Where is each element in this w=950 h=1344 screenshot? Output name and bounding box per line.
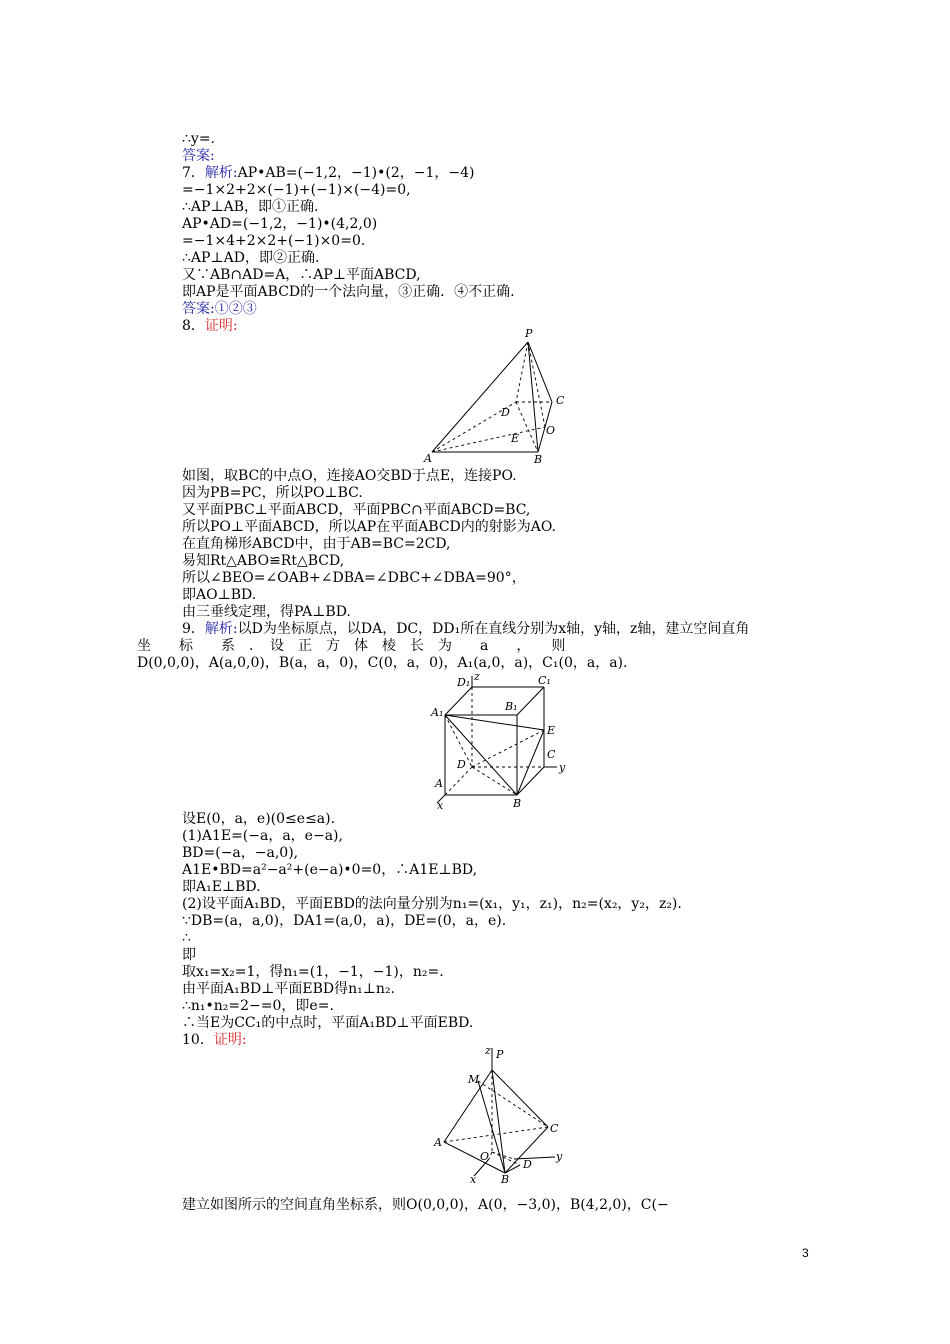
label-z: z [485,1044,491,1057]
text-line: 由平面A₁BD⊥平面EBD得n₁⊥n₂. [182,981,396,997]
text-line: 即AP是平面ABCD的一个法向量，③正确．④不正确. [182,284,515,300]
label-A1: A₁ [431,706,444,719]
label-x: x [437,799,444,810]
text-line: 易知Rt△ABO≌Rt△BCD, [182,553,345,569]
problem-8-line [182,317,238,335]
proof-label: 证明: [204,318,238,334]
label-C: C [547,748,556,761]
text-line: 取x₁=x₂=1，得n₁=(1，−1，−1)，n₂=. [182,964,444,980]
label-D: D [457,758,466,771]
label-y: y [556,1150,563,1163]
text-line: ∴n₁•n₂=2−=0，即e=. [182,998,334,1014]
text-line: =−1×4+2×2+(−1)×0=0. [182,233,366,249]
label-A: A [435,777,443,790]
label-P: P [496,1048,504,1061]
text-span: AP•AB=(−1,2，−1)•(2，−1，−4) [237,165,475,181]
label-B: B [501,1173,510,1184]
label-P: P [525,327,533,340]
analysis-label: 解析: [204,621,238,637]
text-line: 设E(0，a，e)(0≤e≤a). [182,811,336,827]
text-line: (2)设平面A₁BD，平面EBD的法向量分别为n₁=(x₁，y₁，z₁)，n₂=(x₂，y₂，z₂). [182,896,682,912]
label-B: B [513,797,522,810]
label-M: M [468,1073,480,1086]
label-C: C [556,394,565,407]
text-line: 由三垂线定理，得PA⊥BD. [182,604,351,620]
text-line: AP•AD=(−1,2，−1)•(4,2,0) [182,216,378,232]
label-z: z [474,670,480,683]
text-line: 如图，取BC的中点O，连接AO交BD于点E，连接PO. [182,468,517,484]
text-line: ∴AP⊥AD，即②正确. [182,250,320,266]
label-x: x [470,1173,477,1184]
text-line: (1)A1E=(−a，a，e−a), [182,828,343,844]
label-B1: B₁ [505,700,518,713]
label-A: A [424,452,432,465]
text-line: 建立如图所示的空间直角坐标系，则O(0,0,0)，A(0，−3,0)，B(4,2,0)，C(− [182,1197,669,1213]
text-line: D(0,0,0)，A(a,0,0)，B(a，a，0)，C(0，a，0)，A₁(a,0，a)，C₁(0，a，a). [137,655,628,671]
text-line: 即A₁E⊥BD. [182,879,261,895]
problem-number: 10． [182,1032,214,1048]
text-line: ∴当E为CC₁的中点时，平面A₁BD⊥平面EBD. [182,1015,474,1031]
analysis-label: 解析: [204,165,238,181]
tetrahedron-figure [430,1044,570,1188]
label-C: C [550,1122,559,1135]
problem-9-line [182,620,749,638]
text-line: 所以∠BEO=∠OAB+∠DBA=∠DBC+∠DBA=90°， [182,570,526,586]
text-line: ∴AP⊥AB，即①正确. [182,199,319,215]
label-E: E [511,432,520,445]
pyramid-figure [420,326,580,470]
label-C1: C₁ [538,674,551,687]
proof-label: 证明: [213,1032,247,1048]
label-O: O [546,424,556,437]
label-D1: D₁ [457,676,471,689]
cube-figure [425,670,575,814]
text-line: 因为PB=PC，所以PO⊥BC. [182,485,363,501]
text-line: ∵DB=(a，a,0)，DA1=(a,0，a)，DE=(0，a，e). [182,913,507,929]
page-number: 3 [802,1246,809,1260]
text-span: 以D为坐标原点，以DA，DC，DD₁所在直线分别为x轴，y轴，z轴，建立空间直角 [237,621,750,637]
problem-number: 8． [182,318,205,334]
label-D: D [523,1158,532,1171]
text-line: 在直角梯形ABCD中，由于AB=BC=2CD, [182,536,451,552]
text-line: 又∵AB∩AD=A，∴AP⊥平面ABCD, [182,267,421,283]
label-E: E [547,724,556,737]
label-A: A [434,1136,442,1149]
label-D: D [501,406,510,419]
text-line: 又平面PBC⊥平面ABCD，平面PBC∩平面ABCD=BC, [182,502,531,518]
problem-number: 7． [182,165,205,181]
text-line: 坐 标 系 ． 设 正 方 体 棱 长 为 a ， 则 [137,638,566,654]
answer-label: 答案: [182,148,215,164]
text-line: 所以PO⊥平面ABCD，所以AP在平面ABCD内的射影为AO. [182,519,557,535]
text-line: =−1×2+2×(−1)+(−1)×(−4)=0, [182,182,411,198]
text-line: 即 [182,947,196,963]
text-line: 即AO⊥BD. [182,587,257,603]
problem-number: 9． [182,621,205,637]
label-B: B [534,453,543,466]
problem-7-line [182,164,474,182]
text-line: ∴y=. [182,131,215,147]
text-line: BD=(−a，−a,0), [182,845,299,861]
answer-line: 答案:①②③ [182,301,257,317]
problem-10-line [182,1031,247,1049]
label-O: O [480,1150,490,1163]
text-line: ∴ [182,930,191,946]
label-y: y [559,761,566,774]
text-line: A1E•BD=a²−a²+(e−a)•0=0，∴A1E⊥BD, [182,862,478,878]
